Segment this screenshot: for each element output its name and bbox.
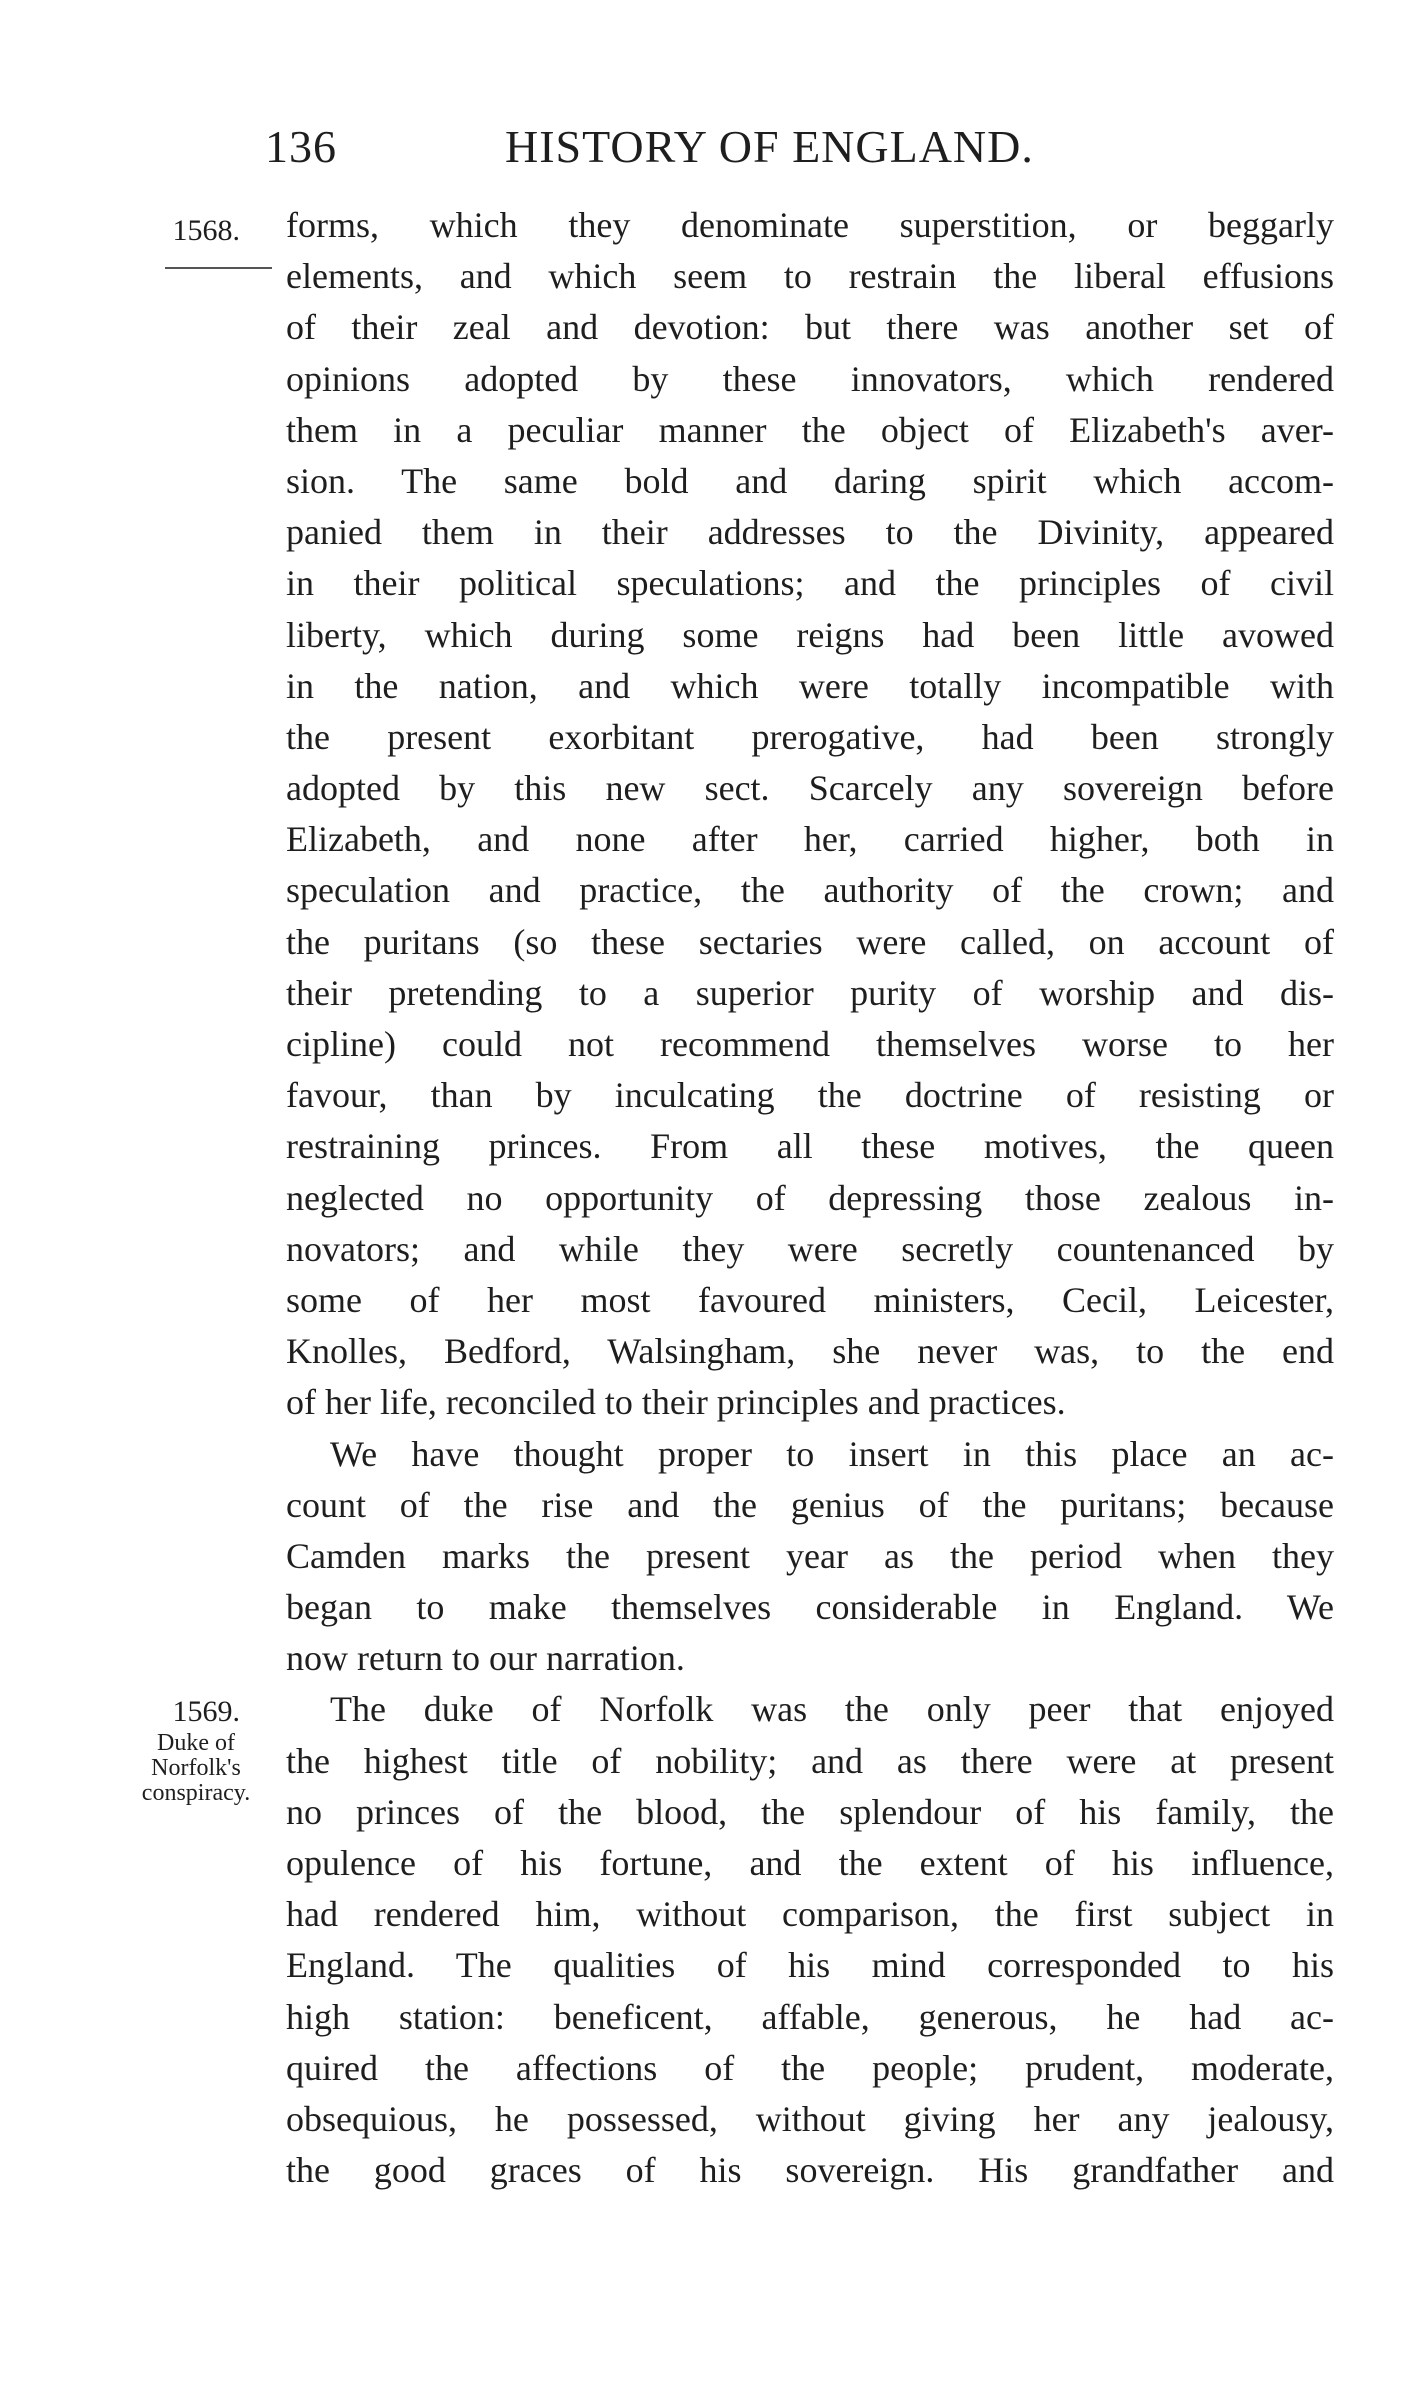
text-line: Camden marks the present year as the period when they	[286, 1535, 1334, 1576]
text-line: obsequious, he possessed, without giving her any jealousy,	[286, 2098, 1334, 2139]
text-line: now return to our narration.	[286, 1638, 685, 1679]
margin-year-1568: 1568.	[172, 214, 240, 247]
text-line: Elizabeth, and none after her, carried higher, both in	[286, 819, 1334, 860]
text-line: count of the rise and the genius of the puritans; because	[286, 1484, 1334, 1525]
text-line: their pretending to a superior purity of worship and dis-	[286, 972, 1334, 1013]
text-line: had rendered him, without comparison, the first subject in	[286, 1894, 1334, 1935]
text-line: opulence of his fortune, and the extent of his influence,	[286, 1843, 1334, 1883]
text-line: of their zeal and devotion: but there was another set of	[286, 307, 1334, 348]
text-line: sion. The same bold and daring spirit which accom-	[286, 460, 1334, 501]
text-line: the highest title of nobility; and as there were at present	[286, 1740, 1334, 1781]
text-line: the present exorbitant prerogative, had been strongly	[286, 716, 1334, 757]
margin-rule	[165, 267, 272, 269]
text-line: the puritans (so these sectaries were called, on account of	[286, 921, 1334, 962]
side-note-line: Norfolk's	[151, 1755, 241, 1781]
side-note-line: Duke of	[157, 1730, 235, 1756]
text-line: restraining princes. From all these motives, the queen	[286, 1126, 1334, 1167]
text-line: quired the affections of the people; prudent, moderate,	[286, 2047, 1334, 2088]
side-note-line: conspiracy.	[141, 1780, 251, 1806]
text-line: forms, which they denominate superstition, or beggarly	[286, 205, 1334, 245]
text-line: no princes of the blood, the splendour of his family, the	[286, 1791, 1334, 1832]
text-line: them in a peculiar manner the object of Elizabeth's aver-	[286, 409, 1334, 450]
text-line: The duke of Norfolk was the only peer that enjoyed	[330, 1689, 1334, 1730]
text-line: We have thought proper to insert in this place an ac-	[330, 1433, 1334, 1474]
margin-year-1569: 1569.	[172, 1695, 240, 1728]
text-line: of her life, reconciled to their principles and practices.	[286, 1382, 1066, 1423]
text-line: Knolles, Bedford, Walsingham, she never was, to the end	[286, 1331, 1334, 1372]
text-line: liberty, which during some reigns had been little avowed	[286, 614, 1334, 655]
text-line: England. The qualities of his mind corresponded to his	[286, 1945, 1334, 1986]
text-line: the good graces of his sovereign. His grandfather and	[286, 2150, 1334, 2191]
text-line: novators; and while they were secretly countenanced by	[286, 1228, 1334, 1269]
text-line: opinions adopted by these innovators, which rendered	[286, 358, 1334, 399]
text-line: some of her most favoured ministers, Cecil, Leicester,	[286, 1279, 1334, 1320]
text-line: in their political speculations; and the principles of civil	[286, 563, 1334, 604]
text-line: panied them in their addresses to the Divinity, appeared	[286, 512, 1334, 553]
text-line: cipline) could not recommend themselves worse to her	[286, 1024, 1334, 1064]
text-line: speculation and practice, the authority of the crown; and	[286, 870, 1334, 911]
page-number: 136	[265, 121, 337, 172]
text-line: high station: beneficent, affable, generous, he had ac-	[286, 1996, 1334, 2037]
running-title: HISTORY OF ENGLAND.	[505, 121, 1034, 172]
text-line: in the nation, and which were totally incompatible with	[286, 665, 1334, 706]
text-line: began to make themselves considerable in England. We	[286, 1587, 1334, 1628]
text-line: elements, and which seem to restrain the liberal effusions	[286, 256, 1334, 297]
text-line: favour, than by inculcating the doctrine of resisting or	[286, 1075, 1334, 1116]
page-header	[265, 117, 1065, 177]
text-line: adopted by this new sect. Scarcely any sovereign before	[286, 768, 1334, 809]
text-line: neglected no opportunity of depressing those zealous in-	[286, 1177, 1334, 1218]
side-note-norfolk-conspiracy	[116, 1731, 276, 1806]
body-text	[286, 200, 1334, 2196]
